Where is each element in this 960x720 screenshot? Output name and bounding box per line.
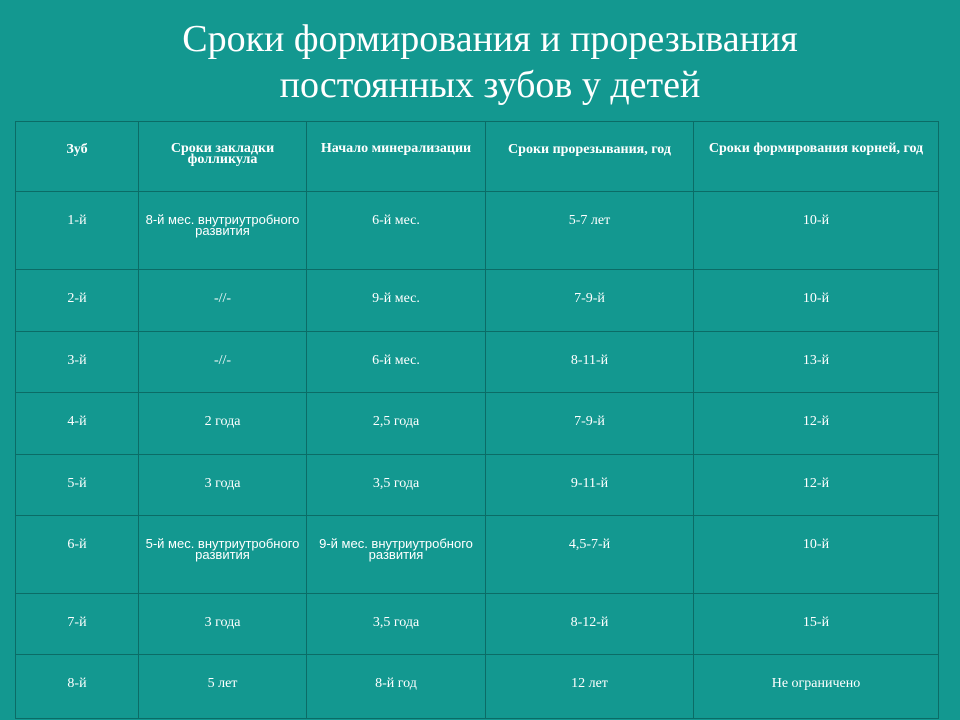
- cell-eruption: 12 лет: [486, 655, 694, 719]
- cell-mineralization: 6-й мес.: [307, 192, 486, 270]
- table-header-row: [16, 122, 939, 192]
- table-row: [16, 516, 939, 594]
- header-tooth: Зуб: [16, 122, 139, 192]
- header-eruption: Сроки прорезывания, год: [486, 122, 694, 192]
- cell-tooth: 1-й: [16, 192, 139, 270]
- cell-tooth: 3-й: [16, 332, 139, 393]
- cell-roots: Не ограничено: [694, 655, 939, 719]
- cell-tooth: 8-й: [16, 655, 139, 719]
- cell-follicle: -//-: [139, 270, 307, 332]
- table-row: [16, 393, 939, 455]
- cell-eruption: 7-9-й: [486, 270, 694, 332]
- cell-tooth: 5-й: [16, 455, 139, 516]
- title-line-1: Сроки формирования и прорезывания: [182, 18, 798, 60]
- cell-follicle: 2 года: [139, 393, 307, 455]
- cell-roots: 12-й: [694, 393, 939, 455]
- cell-mineralization: 2,5 года: [307, 393, 486, 455]
- header-roots: Сроки формирования корней, год: [694, 122, 939, 192]
- cell-eruption: 7-9-й: [486, 393, 694, 455]
- cell-follicle: 8-й мес. внутриутробного развития: [139, 192, 307, 270]
- title-line-2: постоянных зубов у детей: [279, 64, 701, 106]
- cell-eruption: 4,5-7-й: [486, 516, 694, 594]
- header-follicle: Сроки закладки фолликула: [139, 122, 307, 192]
- cell-roots: 10-й: [694, 192, 939, 270]
- cell-mineralization: 6-й мес.: [307, 332, 486, 393]
- cell-mineralization: 9-й мес. внутриутробного развития: [307, 516, 486, 594]
- cell-tooth: 7-й: [16, 594, 139, 655]
- cell-tooth: 2-й: [16, 270, 139, 332]
- cell-follicle: 5-й мес. внутриутробного развития: [139, 516, 307, 594]
- slide-title: [0, 16, 960, 108]
- cell-roots: 15-й: [694, 594, 939, 655]
- cell-eruption: 5-7 лет: [486, 192, 694, 270]
- cell-mineralization: 3,5 года: [307, 455, 486, 516]
- cell-mineralization: 8-й год: [307, 655, 486, 719]
- cell-roots: 10-й: [694, 270, 939, 332]
- cell-roots: 10-й: [694, 516, 939, 594]
- cell-mineralization: 3,5 года: [307, 594, 486, 655]
- cell-eruption: 8-11-й: [486, 332, 694, 393]
- table-row: [16, 332, 939, 393]
- cell-follicle: 5 лет: [139, 655, 307, 719]
- cell-roots: 13-й: [694, 332, 939, 393]
- cell-follicle: -//-: [139, 332, 307, 393]
- cell-eruption: 9-11-й: [486, 455, 694, 516]
- cell-follicle: 3 года: [139, 594, 307, 655]
- table-row: [16, 594, 939, 655]
- cell-mineralization: 9-й мес.: [307, 270, 486, 332]
- table-row: [16, 455, 939, 516]
- table-row: [16, 270, 939, 332]
- table-row: [16, 192, 939, 270]
- cell-tooth: 4-й: [16, 393, 139, 455]
- header-mineralization: Начало минерализации: [307, 122, 486, 192]
- teeth-table: [15, 121, 939, 719]
- cell-follicle: 3 года: [139, 455, 307, 516]
- cell-tooth: 6-й: [16, 516, 139, 594]
- cell-eruption: 8-12-й: [486, 594, 694, 655]
- cell-roots: 12-й: [694, 455, 939, 516]
- table-row: [16, 655, 939, 719]
